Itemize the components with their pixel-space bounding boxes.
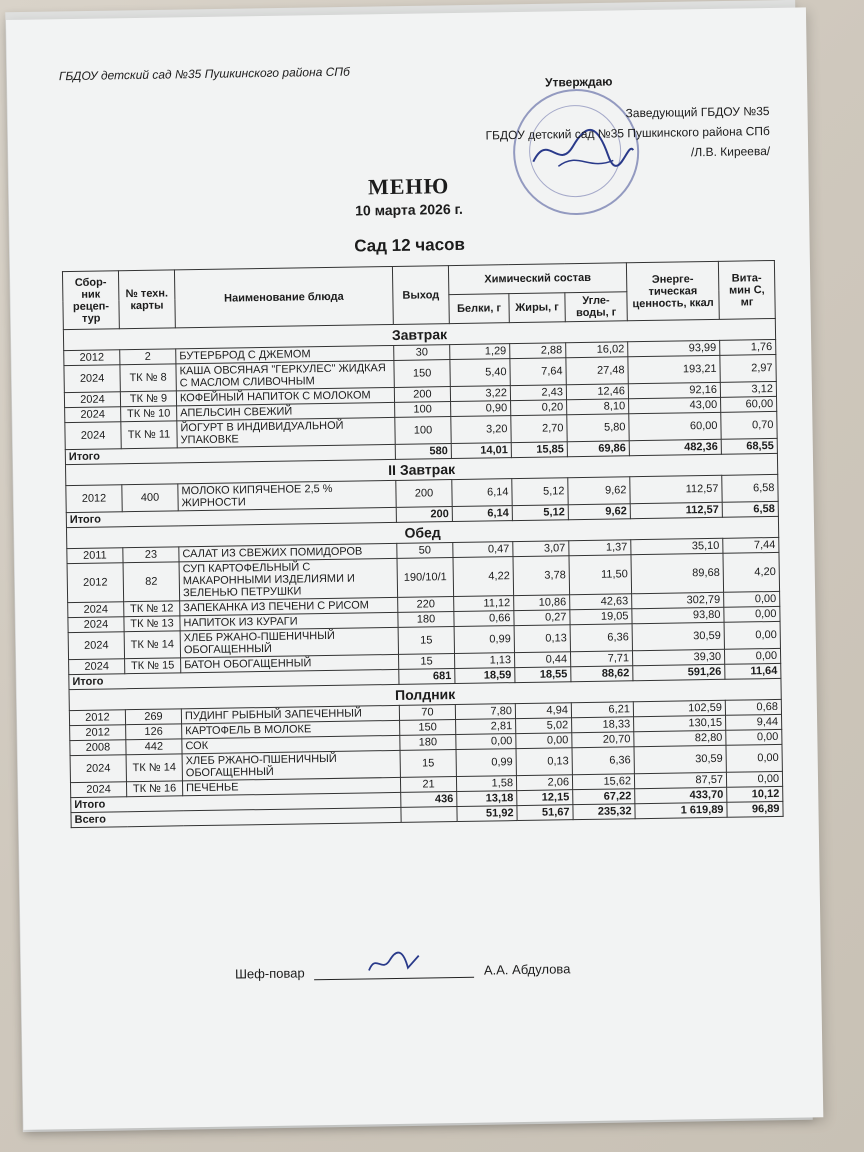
- card-cell: ТК № 14: [124, 631, 180, 659]
- dish-name-cell: КАРТОФЕЛЬ В МОЛОКЕ: [182, 720, 400, 738]
- col-sbornik: Сбор-ник рецеп-тур: [62, 271, 119, 330]
- protein-cell: 1,13: [455, 653, 515, 669]
- output-cell: 15: [399, 654, 455, 670]
- vitc-cell: 7,44: [723, 537, 779, 553]
- vitc-cell: 60,00: [721, 396, 777, 412]
- fat-cell: 2,88: [510, 343, 566, 359]
- total-output: 580: [395, 444, 451, 460]
- vitc-cell: 3,12: [720, 381, 776, 397]
- dish-name-cell: БАТОН ОБОГАЩЕННЫЙ: [181, 654, 399, 672]
- card-cell: ТК № 14: [126, 754, 182, 782]
- energy-cell: 102,59: [633, 700, 725, 716]
- col-card: № техн. карты: [118, 270, 175, 329]
- chef-signature: [364, 948, 424, 979]
- vitc-cell: 0,00: [726, 744, 782, 772]
- carb-cell: 9,62: [568, 477, 630, 505]
- col-output: Выход: [392, 266, 449, 325]
- fat-cell: 2,70: [511, 415, 567, 443]
- output-cell: 70: [399, 705, 455, 721]
- output-cell: 15: [400, 750, 456, 778]
- sbornik-cell: 2024: [64, 365, 120, 393]
- fat-cell: 0,00: [516, 733, 572, 749]
- protein-cell: 4,22: [453, 557, 514, 597]
- fat-cell: 4,94: [515, 703, 571, 719]
- dish-name-cell: ЙОГУРТ В ИНДИВИДУАЛЬНОЙ УПАКОВКЕ: [177, 417, 395, 447]
- grand-protein: 51,92: [457, 806, 517, 822]
- output-cell: 190/10/1: [397, 558, 454, 598]
- output-cell: 100: [395, 417, 451, 445]
- card-cell: ТК № 11: [121, 421, 177, 449]
- vitc-cell: 0,68: [725, 699, 781, 715]
- carb-cell: 16,02: [566, 342, 628, 358]
- sbornik-cell: 2024: [64, 392, 120, 408]
- fat-cell: 7,64: [510, 358, 566, 386]
- total-fat: 12,15: [517, 790, 573, 806]
- vitc-cell: 0,00: [726, 771, 782, 787]
- signature-underline: [314, 963, 474, 981]
- energy-cell: 193,21: [628, 355, 720, 383]
- output-cell: 180: [398, 612, 454, 628]
- card-cell: 82: [123, 562, 180, 602]
- output-cell: 150: [400, 720, 456, 736]
- total-energy: 433,70: [635, 787, 727, 803]
- carb-cell: 8,10: [567, 399, 629, 415]
- energy-cell: 35,10: [631, 538, 723, 554]
- fat-cell: 0,20: [511, 400, 567, 416]
- card-cell: ТК № 16: [126, 781, 182, 797]
- grand-fat: 51,67: [517, 805, 573, 821]
- card-cell: 23: [123, 547, 179, 563]
- grand-energy: 1 619,89: [635, 802, 727, 818]
- vitc-cell: 6,58: [722, 474, 778, 502]
- output-cell: 200: [394, 387, 450, 403]
- output-cell: 180: [400, 735, 456, 751]
- energy-cell: 92,16: [628, 382, 720, 398]
- output-cell: 15: [398, 627, 454, 655]
- total-vitc: 68,55: [721, 438, 777, 454]
- energy-cell: 130,15: [634, 715, 726, 731]
- protein-cell: 1,58: [456, 776, 516, 792]
- card-cell: ТК № 15: [125, 658, 181, 674]
- energy-cell: 60,00: [629, 412, 721, 440]
- output-cell: 100: [395, 402, 451, 418]
- energy-cell: 93,99: [628, 340, 720, 356]
- dish-name-cell: СУП КАРТОФЕЛЬНЫЙ С МАКАРОННЫМИ ИЗДЕЛИЯМИ И ЗЕЛЕНЬЮ ПЕТРУШКИ: [179, 558, 398, 600]
- protein-cell: 0,99: [456, 749, 516, 777]
- total-carb: 88,62: [571, 666, 633, 682]
- carb-cell: 12,46: [566, 384, 628, 400]
- vitc-cell: 9,44: [726, 714, 782, 730]
- energy-cell: 87,57: [634, 772, 726, 788]
- protein-cell: 1,29: [450, 344, 510, 360]
- dish-name-cell: МОЛОКО КИПЯЧЕНОЕ 2,5 % ЖИРНОСТИ: [178, 480, 396, 510]
- carb-cell: 5,80: [567, 414, 629, 442]
- sbornik-cell: 2011: [67, 548, 123, 564]
- energy-cell: 30,59: [632, 622, 724, 650]
- fat-cell: 10,86: [514, 595, 570, 611]
- vitc-cell: 0,00: [724, 591, 780, 607]
- total-label: Итого: [65, 444, 395, 464]
- total-carb: 69,86: [567, 441, 629, 457]
- section-title: Обед: [66, 516, 778, 548]
- menu-document: [6, 7, 823, 1129]
- fat-cell: 0,13: [516, 748, 572, 776]
- fat-cell: 0,13: [514, 625, 570, 653]
- col-fat: Жиры, г: [509, 293, 565, 323]
- col-energy: Энерге-тическая ценность, ккал: [626, 261, 719, 320]
- sbornik-cell: 2024: [70, 782, 126, 798]
- section-title: Полдник: [69, 678, 781, 710]
- fat-cell: 2,06: [516, 775, 572, 791]
- total-output: 681: [399, 669, 455, 685]
- total-protein: 6,14: [452, 506, 512, 522]
- menu-subtitle: Сад 12 часов: [354, 234, 466, 256]
- card-cell: ТК № 8: [120, 364, 176, 392]
- energy-cell: 39,30: [633, 649, 725, 665]
- fat-cell: 3,78: [513, 556, 570, 596]
- vitc-cell: 0,00: [724, 606, 780, 622]
- section-title: Завтрак: [63, 318, 775, 350]
- energy-cell: 30,59: [634, 745, 726, 773]
- col-protein: Белки, г: [449, 294, 509, 324]
- card-cell: 2: [120, 349, 176, 365]
- dish-name-cell: НАПИТОК ИЗ КУРАГИ: [180, 612, 398, 630]
- dish-name-cell: ПЕЧЕНЬЕ: [182, 777, 400, 795]
- card-cell: 400: [122, 484, 178, 512]
- approve-label: Утверждаю: [544, 74, 613, 90]
- fat-cell: 0,27: [514, 610, 570, 626]
- director-name: /Л.В. Киреева/: [690, 144, 771, 160]
- chef-name: А.А. Абдулова: [483, 961, 571, 978]
- sbornik-cell: 2024: [68, 632, 124, 660]
- total-label: Итого: [69, 669, 399, 689]
- total-fat: 5,12: [512, 505, 568, 521]
- protein-cell: 7,80: [455, 704, 515, 720]
- menu-table: [62, 260, 784, 828]
- energy-cell: 43,00: [629, 397, 721, 413]
- energy-cell: 93,80: [632, 607, 724, 623]
- vitc-cell: 4,20: [723, 552, 780, 592]
- total-output: 200: [396, 507, 452, 523]
- total-protein: 13,18: [457, 791, 517, 807]
- carb-cell: 11,50: [569, 555, 632, 595]
- col-chem: Химический состав: [448, 263, 626, 295]
- sbornik-cell: 2012: [69, 710, 125, 726]
- sbornik-cell: 2012: [64, 350, 120, 366]
- card-cell: 269: [125, 709, 181, 725]
- total-carb: 9,62: [568, 504, 630, 520]
- total-vitc: 10,12: [727, 786, 783, 802]
- carb-cell: 19,05: [570, 609, 632, 625]
- sbornik-cell: 2012: [70, 725, 126, 741]
- col-vitc: Вита-мин С, мг: [718, 260, 775, 319]
- total-output: 436: [401, 792, 457, 808]
- vitc-cell: 1,76: [720, 339, 776, 355]
- chef-role: Шеф-повар: [234, 965, 305, 982]
- total-protein: 14,01: [451, 443, 511, 459]
- total-fat: 18,55: [515, 667, 571, 683]
- protein-cell: 0,47: [453, 542, 513, 558]
- dish-name-cell: САЛАТ ИЗ СВЕЖИХ ПОМИДОРОВ: [179, 543, 397, 561]
- card-cell: 442: [126, 739, 182, 755]
- output-cell: 21: [400, 777, 456, 793]
- carb-cell: 7,71: [570, 651, 632, 667]
- card-cell: ТК № 12: [124, 601, 180, 617]
- output-cell: 200: [396, 480, 452, 508]
- protein-cell: 3,20: [451, 416, 511, 444]
- protein-cell: 0,90: [451, 401, 511, 417]
- carb-cell: 6,36: [570, 624, 632, 652]
- col-name: Наименование блюда: [174, 266, 393, 327]
- energy-cell: 302,79: [632, 592, 724, 608]
- director-organization: ГБДОУ детский сад №35 Пушкинского района СПб: [485, 124, 770, 143]
- energy-cell: 89,68: [631, 553, 724, 593]
- output-cell: 50: [397, 543, 453, 559]
- col-carb: Угле-воды, г: [565, 292, 627, 322]
- output-cell: 30: [394, 345, 450, 361]
- protein-cell: 0,66: [454, 611, 514, 627]
- carb-cell: 15,62: [572, 774, 634, 790]
- sbornik-cell: 2012: [67, 563, 124, 603]
- total-energy: 112,57: [630, 502, 722, 518]
- protein-cell: 0,00: [456, 734, 516, 750]
- vitc-cell: 0,70: [721, 411, 777, 439]
- sbornik-cell: 2012: [66, 485, 122, 513]
- vitc-cell: 2,97: [720, 354, 776, 382]
- protein-cell: 11,12: [454, 596, 514, 612]
- total-carb: 67,22: [573, 789, 635, 805]
- output-cell: 220: [398, 597, 454, 613]
- carb-cell: 6,36: [572, 747, 634, 775]
- sbornik-cell: 2024: [68, 602, 124, 618]
- protein-cell: 3,22: [450, 386, 510, 402]
- sbornik-cell: 2008: [70, 740, 126, 756]
- fat-cell: 3,07: [513, 541, 569, 557]
- dish-name-cell: ХЛЕБ РЖАНО-ПШЕНИЧНЫЙ ОБОГАЩЕННЫЙ: [182, 750, 400, 780]
- total-vitc: 6,58: [722, 501, 778, 517]
- document-title: МЕНЮ: [367, 173, 450, 200]
- card-cell: ТК № 10: [121, 406, 177, 422]
- carb-cell: 18,33: [572, 717, 634, 733]
- protein-cell: 6,14: [452, 479, 512, 507]
- total-energy: 482,36: [629, 439, 721, 455]
- section-title: II Завтрак: [65, 453, 777, 485]
- total-fat: 15,85: [511, 442, 567, 458]
- fat-cell: 5,02: [516, 718, 572, 734]
- grand-total-label: Всего: [71, 807, 401, 827]
- vitc-cell: 0,00: [724, 621, 780, 649]
- carb-cell: 20,70: [572, 732, 634, 748]
- dish-name-cell: ПУДИНГ РЫБНЫЙ ЗАПЕЧЕННЫЙ: [181, 705, 399, 723]
- grand-carb: 235,32: [573, 804, 635, 820]
- card-cell: ТК № 13: [124, 616, 180, 632]
- director-position: Заведующий ГБДОУ №35: [625, 104, 770, 121]
- vitc-cell: 0,00: [724, 648, 780, 664]
- protein-cell: 5,40: [450, 359, 510, 387]
- total-vitc: 11,64: [725, 663, 781, 679]
- grand-vitc: 96,89: [727, 801, 783, 817]
- sbornik-cell: 2024: [69, 659, 125, 675]
- total-label: Итого: [71, 792, 401, 812]
- dish-name-cell: ХЛЕБ РЖАНО-ПШЕНИЧНЫЙ ОБОГАЩЕННЫЙ: [180, 627, 398, 657]
- carb-cell: 6,21: [571, 702, 633, 718]
- protein-cell: 2,81: [456, 719, 516, 735]
- sbornik-cell: 2024: [70, 755, 126, 783]
- chef-signature-line: [235, 961, 571, 981]
- menu-date: 10 марта 2026 г.: [355, 200, 463, 219]
- sbornik-cell: 2024: [65, 422, 121, 450]
- fat-cell: 0,44: [514, 652, 570, 668]
- grand-output: [401, 807, 457, 823]
- total-energy: 591,26: [633, 664, 725, 680]
- dish-name-cell: КОФЕЙНЫЙ НАПИТОК С МОЛОКОМ: [176, 387, 394, 405]
- output-cell: 150: [394, 360, 450, 388]
- fat-cell: 5,12: [512, 478, 568, 506]
- organization-name: ГБДОУ детский сад №35 Пушкинского района СПб: [58, 64, 350, 84]
- dish-name-cell: СОК: [182, 735, 400, 753]
- dish-name-cell: АПЕЛЬСИН СВЕЖИЙ: [177, 402, 395, 420]
- total-protein: 18,59: [455, 668, 515, 684]
- dish-name-cell: БУТЕРБРОД С ДЖЕМОМ: [176, 345, 394, 363]
- carb-cell: 27,48: [566, 357, 628, 385]
- carb-cell: 42,63: [570, 594, 632, 610]
- carb-cell: 1,37: [569, 540, 631, 556]
- card-cell: ТК № 9: [120, 391, 176, 407]
- dish-name-cell: ЗАПЕКАНКА ИЗ ПЕЧЕНИ С РИСОМ: [180, 597, 398, 615]
- total-label: Итого: [66, 507, 396, 527]
- card-cell: 126: [126, 724, 182, 740]
- energy-cell: 82,80: [634, 730, 726, 746]
- sbornik-cell: 2024: [68, 617, 124, 633]
- fat-cell: 2,43: [510, 385, 566, 401]
- vitc-cell: 0,00: [726, 729, 782, 745]
- protein-cell: 0,99: [454, 626, 514, 654]
- dish-name-cell: КАША ОВСЯНАЯ "ГЕРКУЛЕС" ЖИДКАЯ С МАСЛОМ СЛИВОЧНЫМ: [176, 360, 394, 390]
- energy-cell: 112,57: [630, 475, 722, 503]
- sbornik-cell: 2024: [65, 407, 121, 423]
